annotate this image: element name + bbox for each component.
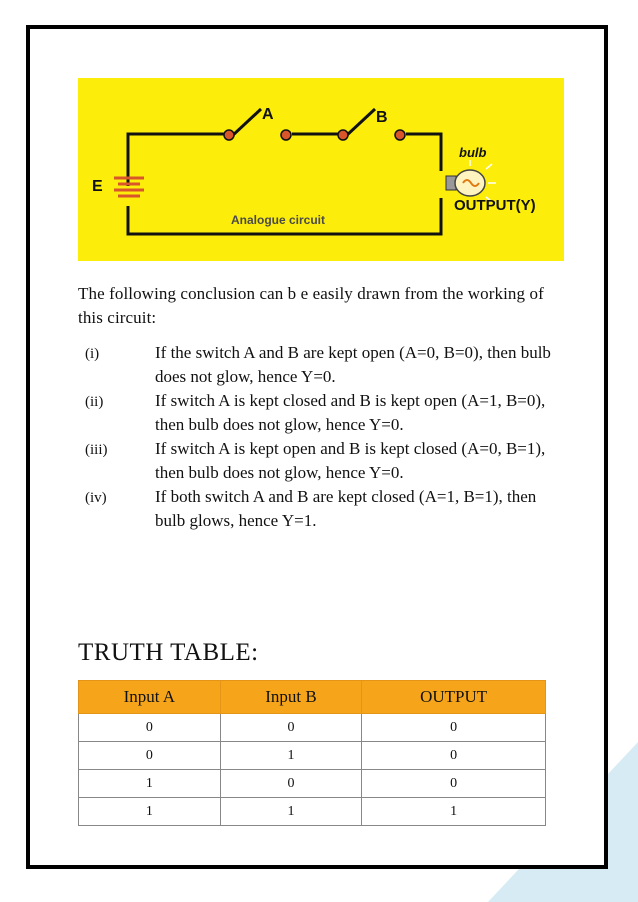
battery-label: E — [92, 178, 103, 195]
table-cell: 0 — [79, 714, 221, 742]
table-row — [79, 714, 546, 742]
table-cell: 1 — [79, 798, 221, 826]
column-header-output: OUTPUT — [362, 681, 546, 714]
table-cell: 0 — [220, 770, 362, 798]
table-cell: 0 — [362, 742, 546, 770]
table-cell: 1 — [220, 742, 362, 770]
list-item — [85, 389, 565, 437]
table-cell: 1 — [362, 798, 546, 826]
bulb-icon — [446, 160, 496, 202]
list-item-text: If switch A is kept closed and B is kept open (A=1, B=0), then bulb does not glow, hence Y=0. — [155, 391, 546, 434]
switch-a-lever — [232, 109, 261, 136]
table-row — [79, 742, 546, 770]
list-item — [85, 341, 565, 389]
table-row — [79, 798, 546, 826]
truth-table-heading: TRUTH TABLE: — [78, 639, 259, 666]
intro-paragraph: The following conclusion can b e easily drawn from the working of this circuit: — [78, 284, 544, 327]
wire-right-top — [406, 134, 441, 171]
list-item — [85, 437, 565, 485]
circuit-caption: Analogue circuit — [231, 213, 326, 227]
column-header-input-a: Input A — [79, 681, 221, 714]
list-item-number: (iv) — [85, 490, 107, 506]
list-item — [85, 485, 565, 533]
list-item-number: (ii) — [85, 394, 104, 410]
table-cell: 0 — [362, 714, 546, 742]
page-frame — [26, 25, 608, 869]
switch-b-lever — [346, 109, 375, 136]
column-header-input-b: Input B — [220, 681, 362, 714]
table-cell: 0 — [79, 742, 221, 770]
table-cell: 1 — [220, 798, 362, 826]
table-cell: 0 — [362, 770, 546, 798]
conditions-list — [85, 341, 565, 533]
circuit-diagram — [78, 78, 564, 261]
circuit-svg — [78, 78, 564, 261]
list-item-text: If both switch A and B are kept closed (A=1, B=1), then bulb glows, hence Y=1. — [155, 487, 537, 530]
output-label: OUTPUT(Y) — [454, 197, 536, 214]
table-row — [79, 770, 546, 798]
bulb-label: bulb — [459, 145, 487, 160]
table-cell: 0 — [220, 714, 362, 742]
list-item-text: If the switch A and B are kept open (A=0, B=0), then bulb does not glow, hence Y=0. — [155, 343, 551, 386]
switch-a-label: A — [262, 106, 274, 123]
list-item-text: If switch A is kept open and B is kept closed (A=0, B=1), then bulb does not glow, hence Y=0. — [155, 439, 546, 482]
list-item-number: (i) — [85, 346, 100, 362]
truth-table — [78, 680, 546, 826]
table-cell: 1 — [79, 770, 221, 798]
table-header-row — [79, 681, 546, 714]
switch-b-label: B — [376, 109, 388, 126]
list-item-number: (iii) — [85, 442, 108, 458]
